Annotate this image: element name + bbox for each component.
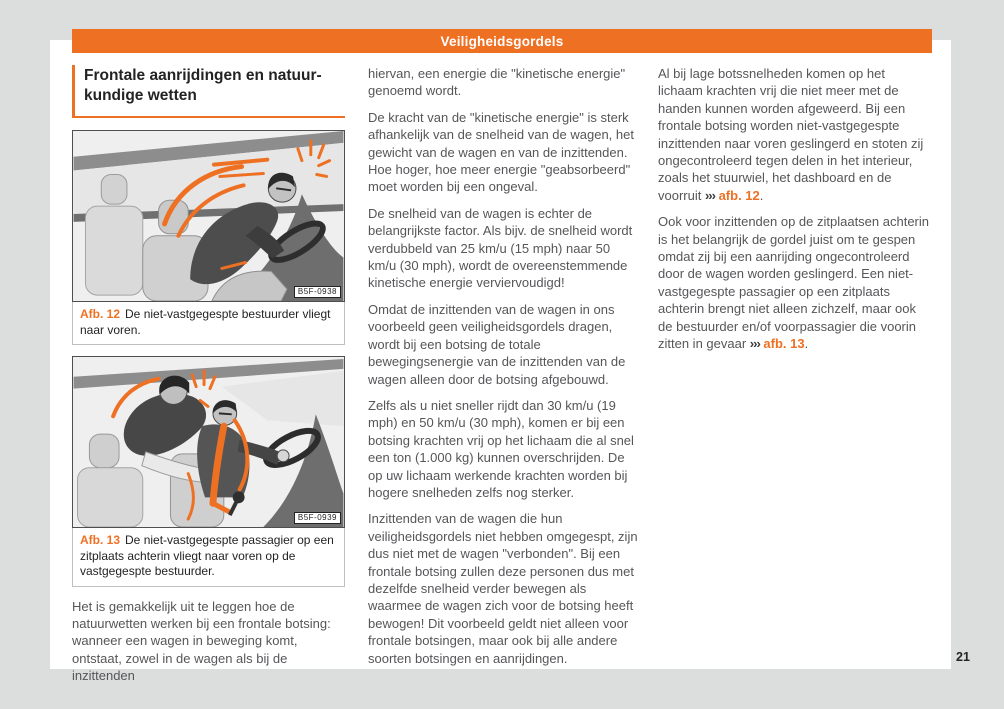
page-header <box>72 29 932 53</box>
page-number: 21 <box>956 650 970 664</box>
figure-afb-12-image <box>72 130 345 302</box>
paragraph-text: Ook voor inzittenden op de zitplaatsen achterin is het belangrijk de gordel juist om te gespen omdat zij bij een aanrijding ongecontroleerd door de wagen worden geslingerd. Een niet-vastgegespte passagier op een zitplaats achterin brengt niet alleen zichzelf, maar ook de bestuurder en/of voorpassagier die voorin zitten in gevaar <box>658 214 930 352</box>
figure-afb-13-label: Afb. 13 <box>80 533 121 547</box>
left-column-paragraph: Het is gemakkelijk uit te leggen hoe de natuurwetten werken bij een frontale botsing: wanneer een wagen in beweging komt, ontstaat, zowel in de wagen als bij de inzittenden <box>72 598 331 684</box>
figure-reference-afb-12[interactable]: afb. 12 <box>714 187 760 203</box>
paragraph: Omdat de inzittenden van de wagen in ons voorbeeld geen veiligheidsgordels dragen, wordt bij een botsing de totale bewegingsenergie van de inzittenden van de wagen alleen door de botsing afgebouwd. <box>368 301 626 387</box>
section-heading-line2: kundige wetten <box>84 87 197 104</box>
paragraph-text: . <box>804 336 809 352</box>
figure-afb-13-code: B5F-0939 <box>294 512 341 524</box>
middle-column <box>368 65 638 667</box>
right-column <box>658 65 930 353</box>
crash-rear-passenger-illustration <box>73 357 344 527</box>
manual-page <box>50 33 951 684</box>
figure-afb-12-code: B5F-0938 <box>294 286 341 298</box>
figure-afb-12 <box>72 130 345 345</box>
paragraph: Inzittenden van de wagen die hun veiligheidsgordels niet hebben omgegespt, zijn dus niet met de wagen "verbonden". Bij een frontale botsing zullen deze personen dus met dezelfde snelheid verder bewegen als waarmee de wagen zich voor de botsing heeft bewogen! Dit voorbeeld geldt niet alleen voor frontale botsingen, maar ook bij alle andere soorten botsingen en aanrijdingen. <box>368 511 638 666</box>
page-header-title: Veiligheidsgordels <box>440 33 564 49</box>
crash-driver-illustration <box>73 131 344 301</box>
section-heading <box>72 65 345 118</box>
figure-reference-afb-13[interactable]: afb. 13 <box>759 336 805 352</box>
figure-afb-13-caption <box>72 528 345 587</box>
figure-afb-12-caption-text: De niet-vastgegespte bestuurder vliegt naar voren. <box>80 307 331 337</box>
paragraph: Zelfs als u niet sneller rijdt dan 30 km/u (19 mph) en 50 km/u (30 mph), komen er bij een botsing krachten vrij op het lichaam die al snel een ton (1.000 kg) kunnen overschrijden. De op uw lichaam werkende krachten worden bij hogere snelheden zelfs nog sterker. <box>368 397 634 500</box>
figure-afb-12-label: Afb. 12 <box>80 307 121 321</box>
paragraph: De kracht van de "kinetische energie" is sterk afhankelijk van de snelheid van de wagen, het gewicht van de wagen en van de inzittenden. Hoe hoger, hoe meer energie "geabsorbeerd" moet worden bij een ongeval. <box>368 109 634 195</box>
left-column <box>72 65 345 685</box>
section-heading-line1: Frontale aanrijdingen en natuur- <box>84 67 322 84</box>
figure-afb-12-caption <box>72 302 345 345</box>
paragraph: De snelheid van de wagen is echter de belangrijkste factor. Als bijv. de snelheid wordt verdubbeld van 25 km/u (15 mph) naar 50 km/u (30 mph), wordt de overeenstemmende kinetische energie verviervoudigd! <box>368 205 633 291</box>
paragraph <box>658 65 930 204</box>
chevron-right-icon: ››› <box>749 336 760 352</box>
paragraph <box>658 213 930 352</box>
figure-afb-13-caption-text: De niet-vastgegespte passagier op een zitplaats achterin vliegt naar voren op de vastgegespte bestuurder. <box>80 533 334 578</box>
paragraph-text: . <box>759 187 764 203</box>
figure-afb-13 <box>72 356 345 587</box>
figure-afb-13-image <box>72 356 345 528</box>
chevron-right-icon: ››› <box>704 187 715 203</box>
paragraph-text: Al bij lage botssnelheden komen op het lichaam krachten vrij die niet meer met de handen kunnen worden afgeweerd. Bij een frontale botsing worden niet-vastgegespte inzittenden naar voren geslingerd en stoten zij ongecontroleerd tegen delen in het interieur, zoals het stuurwiel, het dashboard en de voorruit <box>658 66 924 203</box>
paragraph: hiervan, een energie die "kinetische energie" genoemd wordt. <box>368 66 626 99</box>
